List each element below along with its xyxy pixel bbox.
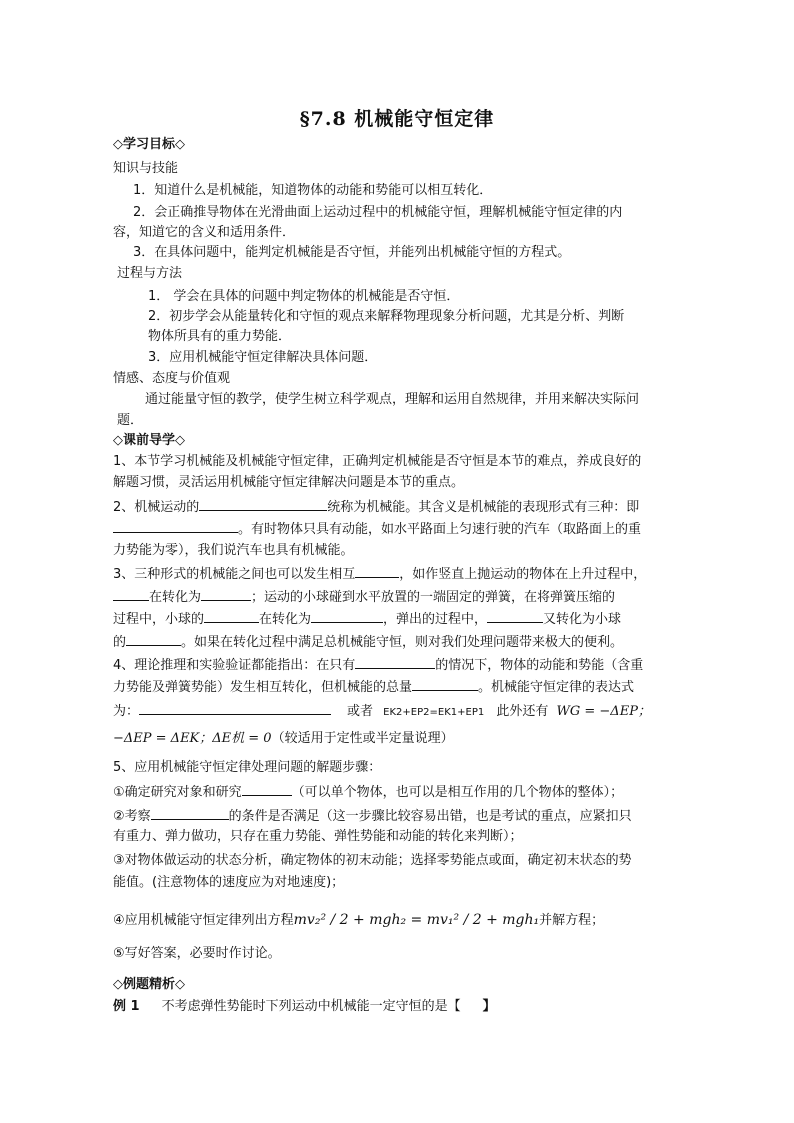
- s4-text-or: 或者: [347, 704, 374, 719]
- s4-text-also: 此外还有: [496, 704, 549, 719]
- s3-text-i: 的: [113, 635, 127, 650]
- s2-text-c: 。有时物体只具有动能，如水平路面上匀速行驶的汽车（取路面上的重: [238, 522, 642, 537]
- blank-field: [126, 632, 181, 646]
- preview-s4: [113, 655, 643, 675]
- s3-text-h: 又转化为小球: [543, 612, 622, 627]
- blank-field: [199, 497, 327, 511]
- step-1: [113, 782, 623, 802]
- step-3: ③对物体做运动的状态分析，确定物体的初末动能；选择零势能点或面，确定初末状态的势: [113, 853, 632, 868]
- step-3-cont: 能值。(注意物体的速度应为对地速度)；: [113, 875, 345, 890]
- step-4: [113, 911, 604, 930]
- preview-s3-cont: [113, 587, 615, 607]
- step-2-cont: 有重力、弹力做功，只存在重力势能、弹性势能和动能的转化来判断）；: [113, 829, 523, 844]
- blank-field: [412, 677, 478, 691]
- s2-text-a: 2、机械运动的: [113, 500, 200, 515]
- process-item-1: 1． 学会在具体的问题中判定物体的机械能是否守恒．: [148, 289, 460, 304]
- emotion-item-1-cont: 题．: [117, 413, 144, 428]
- preview-s2-cont: [113, 519, 641, 539]
- step-2-text-b: 的条件是否满足（这一步骤比较容易出错，也是考试的重点，应紧扣只: [228, 809, 632, 824]
- emotion-item-1: 通过能量守恒的教学，使学生树立科学观点，理解和运用自然规律，并用来解决实际问: [145, 392, 640, 407]
- energy-equation: EK2+EP2=EK1+EP1: [383, 707, 485, 718]
- energy-change-formula: −ΔEP = ΔEK；ΔE机 = 0: [113, 731, 272, 746]
- preview-s3-cont2: [113, 609, 621, 629]
- s4-text-b: 的情况下，物体的动能和势能（含重: [435, 658, 644, 673]
- step-1-text-b: （可以单个物体，也可以是相互作用的几个物体的整体）；: [291, 785, 624, 800]
- process-heading: 过程与方法: [117, 266, 183, 281]
- s4-text-e: 为：: [113, 704, 140, 719]
- process-item-3: 3．应用机械能守恒定律解决具体问题．: [148, 350, 378, 365]
- knowledge-item-2-cont: 容，知道它的含义和适用条件．: [113, 225, 296, 240]
- blank-field: [355, 655, 435, 669]
- preview-s4-cont: [113, 677, 634, 697]
- process-item-2: 2．初步学会从能量转化和守恒的观点来解释物理现象分析问题，尤其是分析、判断: [148, 309, 625, 324]
- preview-s1-cont: 解题习惯，灵活运用机械能守恒定律解决问题是本节的重点。: [113, 475, 465, 490]
- blank-field: [151, 806, 229, 820]
- process-item-2-cont: 物体所具有的重力势能．: [148, 329, 292, 344]
- knowledge-item-3: 3．在具体问题中，能判定机械能是否守恒，并能列出机械能守恒的方程式。: [133, 245, 571, 260]
- preview-heading: ◇课前导学◇: [113, 433, 185, 448]
- example-1-label: 例 1: [113, 999, 140, 1014]
- blank-field: [355, 564, 399, 578]
- blank-field: [242, 782, 292, 796]
- preview-s4-cont2: [113, 701, 651, 722]
- step-5: ⑤写好答案，必要时作讨论。: [113, 946, 281, 961]
- s3-text-a: 3、三种形式的机械能之间也可以发生相互: [113, 567, 356, 582]
- s3-text-d: ；运动的小球碰到水平放置的一端固定的弹簧，在将弹簧压缩的: [251, 590, 616, 605]
- s3-text-f: 在转化为: [259, 612, 312, 627]
- examples-heading: ◇例题精析◇: [113, 977, 185, 992]
- s2-text-b: 统称为机械能。其含义是机械能的表现形式有三种：即: [327, 500, 640, 515]
- preview-s1: 1、本节学习机械能及机械能守恒定律，正确判定机械能是否守恒是本节的难点，养成良好的: [113, 454, 642, 469]
- knowledge-item-1: 1．知道什么是机械能，知道物体的动能和势能可以相互转化．: [133, 183, 493, 198]
- knowledge-item-2: 2．会正确推导物体在光滑曲面上运动过程中的机械能守恒，理解机械能守恒定律的内: [133, 205, 623, 220]
- step-1-text-a: ①确定研究对象和研究: [113, 785, 242, 800]
- step-2: [113, 806, 632, 826]
- example-1-text: 不考虑弹性势能时下列运动中机械能一定守恒的是【: [161, 999, 461, 1014]
- emotion-heading: 情感、态度与价值观: [113, 371, 231, 386]
- preview-s2: [113, 497, 639, 517]
- steps-heading: 5、应用机械能守恒定律处理问题的解题步骤：: [113, 760, 382, 775]
- blank-field: [204, 609, 259, 623]
- blank-field: [113, 519, 238, 533]
- preview-s3: [113, 564, 646, 584]
- preview-s3-cont3: [113, 632, 623, 652]
- conservation-equation: mv₂² / 2 + mgh₂ = mv₁² / 2 + mgh₁: [293, 912, 540, 928]
- s3-text-g: ，弹出的过程中，: [383, 612, 488, 627]
- s3-text-b: ，如作竖直上抛运动的物体在上升过程中，: [399, 567, 647, 582]
- knowledge-heading: 知识与技能: [113, 161, 179, 176]
- blank-field: [201, 587, 251, 601]
- step-2-text-a: ②考察: [113, 809, 151, 824]
- page-title: §7.8 机械能守恒定律: [299, 108, 495, 130]
- s4-note: （较适用于定性或半定量说理）: [271, 731, 454, 746]
- objectives-heading: ◇学习目标◇: [113, 137, 185, 152]
- blank-field: [139, 701, 331, 715]
- preview-s4-cont3: [113, 730, 454, 748]
- s4-text-c: 力势能及弹簧势能）发生相互转化，但机械能的总量: [113, 680, 413, 695]
- s4-text-d: 。机械能守恒定律的表达式: [478, 680, 635, 695]
- blank-field: [311, 609, 383, 623]
- example-1: [113, 998, 496, 1016]
- work-gravity-formula: WG = −ΔEP；: [556, 704, 651, 719]
- s3-text-e: 过程中，小球的: [113, 612, 205, 627]
- preview-s2-cont2: 力势能为零），我们说汽车也具有机械能。: [113, 543, 354, 558]
- step-4-text-a: ④应用机械能守恒定律列出方程: [113, 913, 294, 928]
- blank-field: [487, 609, 543, 623]
- blank-field: [113, 587, 149, 601]
- s3-text-c: 在转化为: [149, 590, 202, 605]
- example-1-bracket: 】: [482, 999, 496, 1014]
- step-4-text-b: 并解方程；: [539, 913, 605, 928]
- s3-text-j: 。如果在转化过程中满足总机械能守恒，则对我们处理问题带来极大的便利。: [181, 635, 624, 650]
- s4-text-a: 4、理论推理和实验验证都能指出：在只有: [113, 658, 356, 673]
